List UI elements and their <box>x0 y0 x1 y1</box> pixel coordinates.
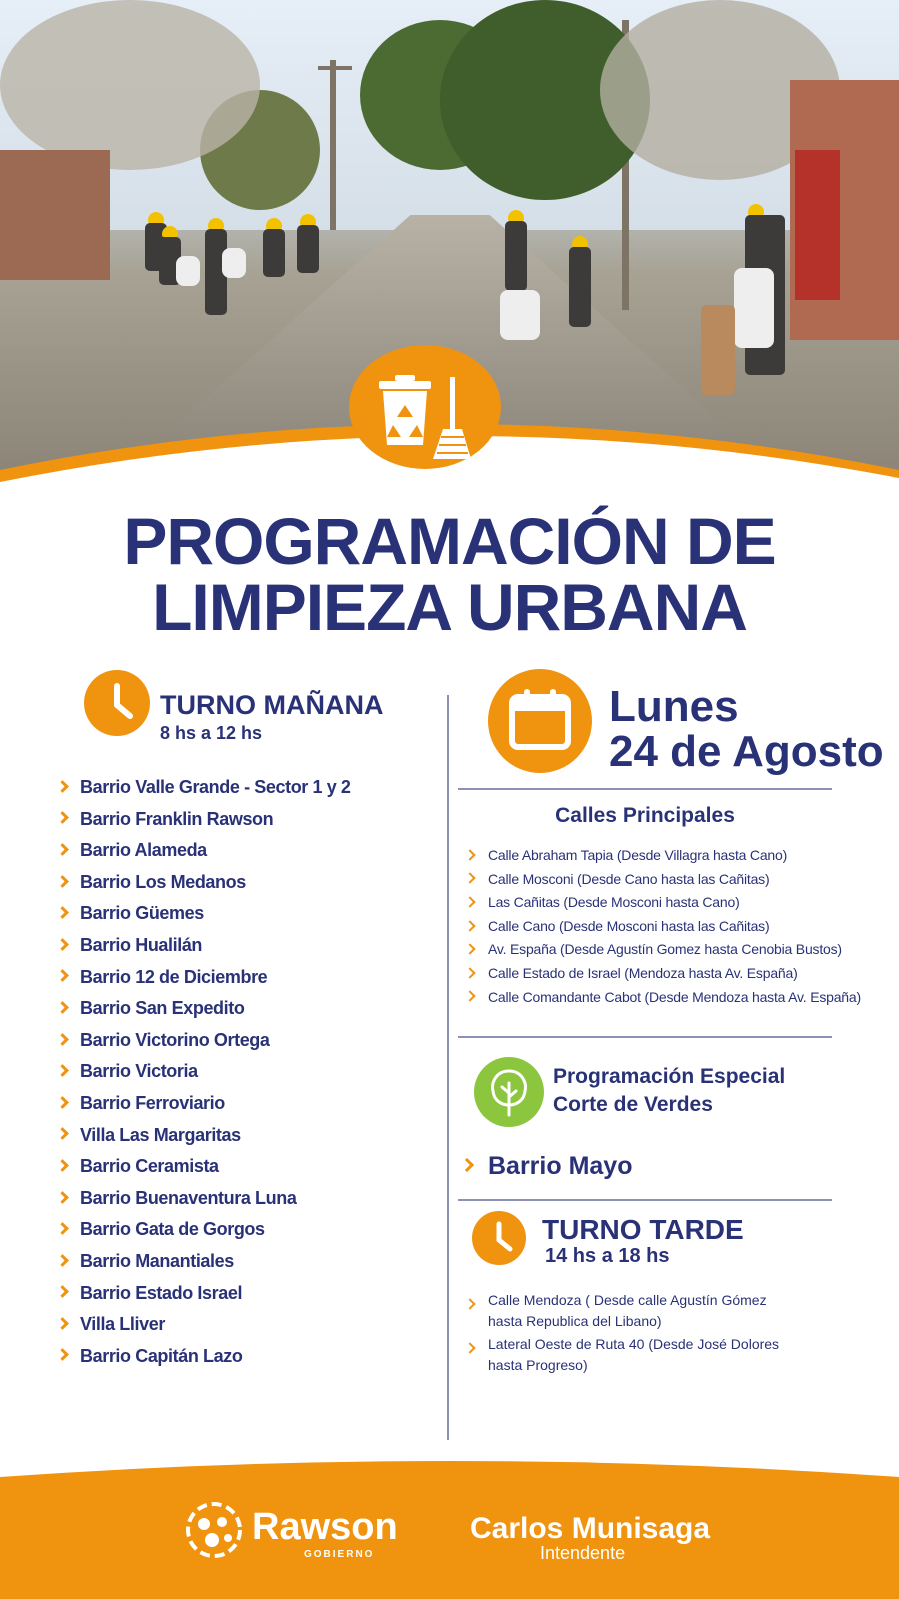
main-streets-title: Calles Principales <box>555 804 735 827</box>
afternoon-shift-hours: 14 hs a 18 hs <box>545 1245 670 1267</box>
list-item-label: Barrio Gata de Gorgos <box>80 1219 265 1240</box>
calendar-icon <box>488 669 592 773</box>
list-item-label: Villa Lliver <box>80 1314 165 1335</box>
special-barrio-label: Barrio Mayo <box>488 1152 633 1180</box>
chevron-right-icon <box>464 873 475 884</box>
chevron-right-icon <box>56 1127 69 1140</box>
special-program-title <box>553 1063 785 1119</box>
list-item-label: Calle Cano (Desde Mosconi hasta las Cañitas) <box>488 917 770 934</box>
recycle-bin-icon <box>379 375 431 445</box>
title-line-1: PROGRAMACIÓN DE <box>123 504 776 578</box>
list-item <box>466 844 886 868</box>
special-title-line-1: Programación Especial <box>553 1065 786 1088</box>
special-title-line-2: Corte de Verdes <box>553 1093 713 1116</box>
list-item <box>466 891 886 915</box>
morning-barrio-list <box>58 772 438 1372</box>
list-item <box>58 1151 438 1183</box>
list-item-label: Barrio Franklin Rawson <box>80 808 274 829</box>
chevron-right-icon <box>56 780 69 793</box>
list-item-label: Av. España (Desde Agustín Gomez hasta Cenobia Bustos) <box>488 941 842 958</box>
chevron-right-icon <box>56 1222 69 1235</box>
list-item <box>58 1088 438 1120</box>
chevron-right-icon <box>56 906 69 919</box>
chevron-right-icon <box>56 1254 69 1267</box>
list-item <box>466 962 886 986</box>
list-item-label: Barrio 12 de Diciembre <box>80 966 268 987</box>
list-item <box>58 930 438 962</box>
page-title <box>0 504 899 644</box>
list-item-label: Calle Comandante Cabot (Desde Mendoza hasta Av. España) <box>488 988 861 1005</box>
chevron-right-icon <box>56 1033 69 1046</box>
list-item-label: Barrio Los Medanos <box>80 871 246 892</box>
chevron-right-icon <box>464 944 475 955</box>
chevron-right-icon <box>56 812 69 825</box>
list-item-label: Barrio Buenaventura Luna <box>80 1187 297 1208</box>
list-item-label: Calle Estado de Israel (Mendoza hasta Av. España) <box>488 964 798 981</box>
list-item-label: Barrio Victoria <box>80 1061 198 1082</box>
date-full: 24 de Agosto <box>609 727 884 776</box>
list-item-label: Villa Las Margaritas <box>80 1124 241 1145</box>
list-item-label: Calle Abraham Tapia (Desde Villagra hasta Cano) <box>488 847 788 863</box>
list-item-label: Barrio Valle Grande - Sector 1 y 2 <box>80 777 351 797</box>
list-item-label: Barrio Estado Israel <box>80 1282 243 1303</box>
list-item-label: Barrio Victorino Ortega <box>80 1029 270 1050</box>
chevron-right-icon <box>56 1001 69 1014</box>
column-divider <box>447 695 449 1440</box>
mayor-role: Intendente <box>540 1543 626 1563</box>
chevron-right-icon <box>464 849 475 860</box>
list-item <box>58 835 438 867</box>
chevron-right-icon <box>460 1158 474 1172</box>
broom-icon <box>433 377 471 459</box>
list-item <box>466 1334 806 1376</box>
tree <box>0 0 260 170</box>
footer-brand: Rawson <box>252 1506 398 1548</box>
list-item <box>58 1183 438 1215</box>
utility-pole <box>330 60 336 230</box>
list-item <box>58 772 438 804</box>
tree-icon <box>474 1057 544 1127</box>
chevron-right-icon <box>56 1317 69 1330</box>
mayor-name: Carlos Munisaga <box>470 1512 711 1545</box>
divider-line <box>458 1199 832 1201</box>
list-item-label: Barrio Manantiales <box>80 1250 234 1271</box>
house <box>0 150 110 280</box>
chevron-right-icon <box>56 1191 69 1204</box>
list-item-label: Barrio Ceramista <box>80 1156 219 1177</box>
chevron-right-icon <box>56 938 69 951</box>
morning-shift-title: TURNO MAÑANA <box>160 690 384 720</box>
list-item <box>58 1246 438 1278</box>
cleaning-badge <box>349 345 501 469</box>
list-item <box>58 898 438 930</box>
list-item-label: Las Cañitas (Desde Mosconi hasta Cano) <box>488 894 740 911</box>
clock-icon <box>84 670 150 736</box>
morning-shift-hours: 8 hs a 12 hs <box>160 723 263 743</box>
list-item <box>58 1309 438 1341</box>
footer-brand-sub: GOBIERNO <box>304 1549 375 1560</box>
list-item-label: Barrio Alameda <box>80 840 207 861</box>
rawson-logo-icon <box>182 1500 246 1560</box>
list-item-label: Barrio Hualilán <box>80 934 203 955</box>
list-item <box>58 1025 438 1057</box>
list-item-label: Lateral Oeste de Ruta 40 (Desde José Dolores hasta Progreso) <box>488 1336 780 1373</box>
list-item-label: Barrio Güemes <box>80 903 204 924</box>
list-item-label: Barrio Ferroviario <box>80 1092 225 1113</box>
list-item-label: Barrio Capitán Lazo <box>80 1345 243 1366</box>
list-item <box>58 1120 438 1152</box>
list-item <box>58 1214 438 1246</box>
divider-line <box>458 788 832 790</box>
chevron-right-icon <box>56 969 69 982</box>
chevron-right-icon <box>56 875 69 888</box>
chevron-right-icon <box>464 1298 475 1309</box>
footer-band <box>0 1455 899 1599</box>
chevron-right-icon <box>56 1159 69 1172</box>
clock-icon <box>472 1211 526 1265</box>
list-item <box>58 962 438 994</box>
list-item <box>466 938 886 962</box>
chevron-right-icon <box>464 920 475 931</box>
list-item <box>466 915 886 939</box>
date-day: Lunes <box>609 682 739 731</box>
chevron-right-icon <box>464 967 475 978</box>
list-item <box>466 1290 776 1332</box>
list-item <box>466 868 886 892</box>
utility-pole <box>318 66 352 70</box>
main-streets-list <box>466 844 886 1009</box>
chevron-right-icon <box>464 1342 475 1353</box>
chevron-right-icon <box>56 1285 69 1298</box>
chevron-right-icon <box>56 843 69 856</box>
special-barrio <box>462 1149 632 1183</box>
list-item <box>58 804 438 836</box>
list-item <box>58 1278 438 1310</box>
list-item <box>58 867 438 899</box>
list-item-label: Barrio San Expedito <box>80 998 245 1019</box>
list-item <box>58 993 438 1025</box>
list-item <box>58 1056 438 1088</box>
chevron-right-icon <box>56 1349 69 1362</box>
door <box>795 150 840 300</box>
list-item-label: Calle Mosconi (Desde Cano hasta las Cañitas) <box>488 870 770 887</box>
list-item <box>58 1341 438 1373</box>
chevron-right-icon <box>56 1064 69 1077</box>
divider-line <box>458 1036 832 1038</box>
afternoon-streets-list <box>466 1290 866 1378</box>
chevron-right-icon <box>464 896 475 907</box>
chevron-right-icon <box>56 1096 69 1109</box>
chevron-right-icon <box>464 991 475 1002</box>
afternoon-shift-title: TURNO TARDE <box>542 1214 744 1245</box>
list-item-label: Calle Mendoza ( Desde calle Agustín Gómez hasta Republica del Libano) <box>488 1292 767 1329</box>
list-item <box>466 986 886 1010</box>
title-line-2: LIMPIEZA URBANA <box>152 570 747 644</box>
